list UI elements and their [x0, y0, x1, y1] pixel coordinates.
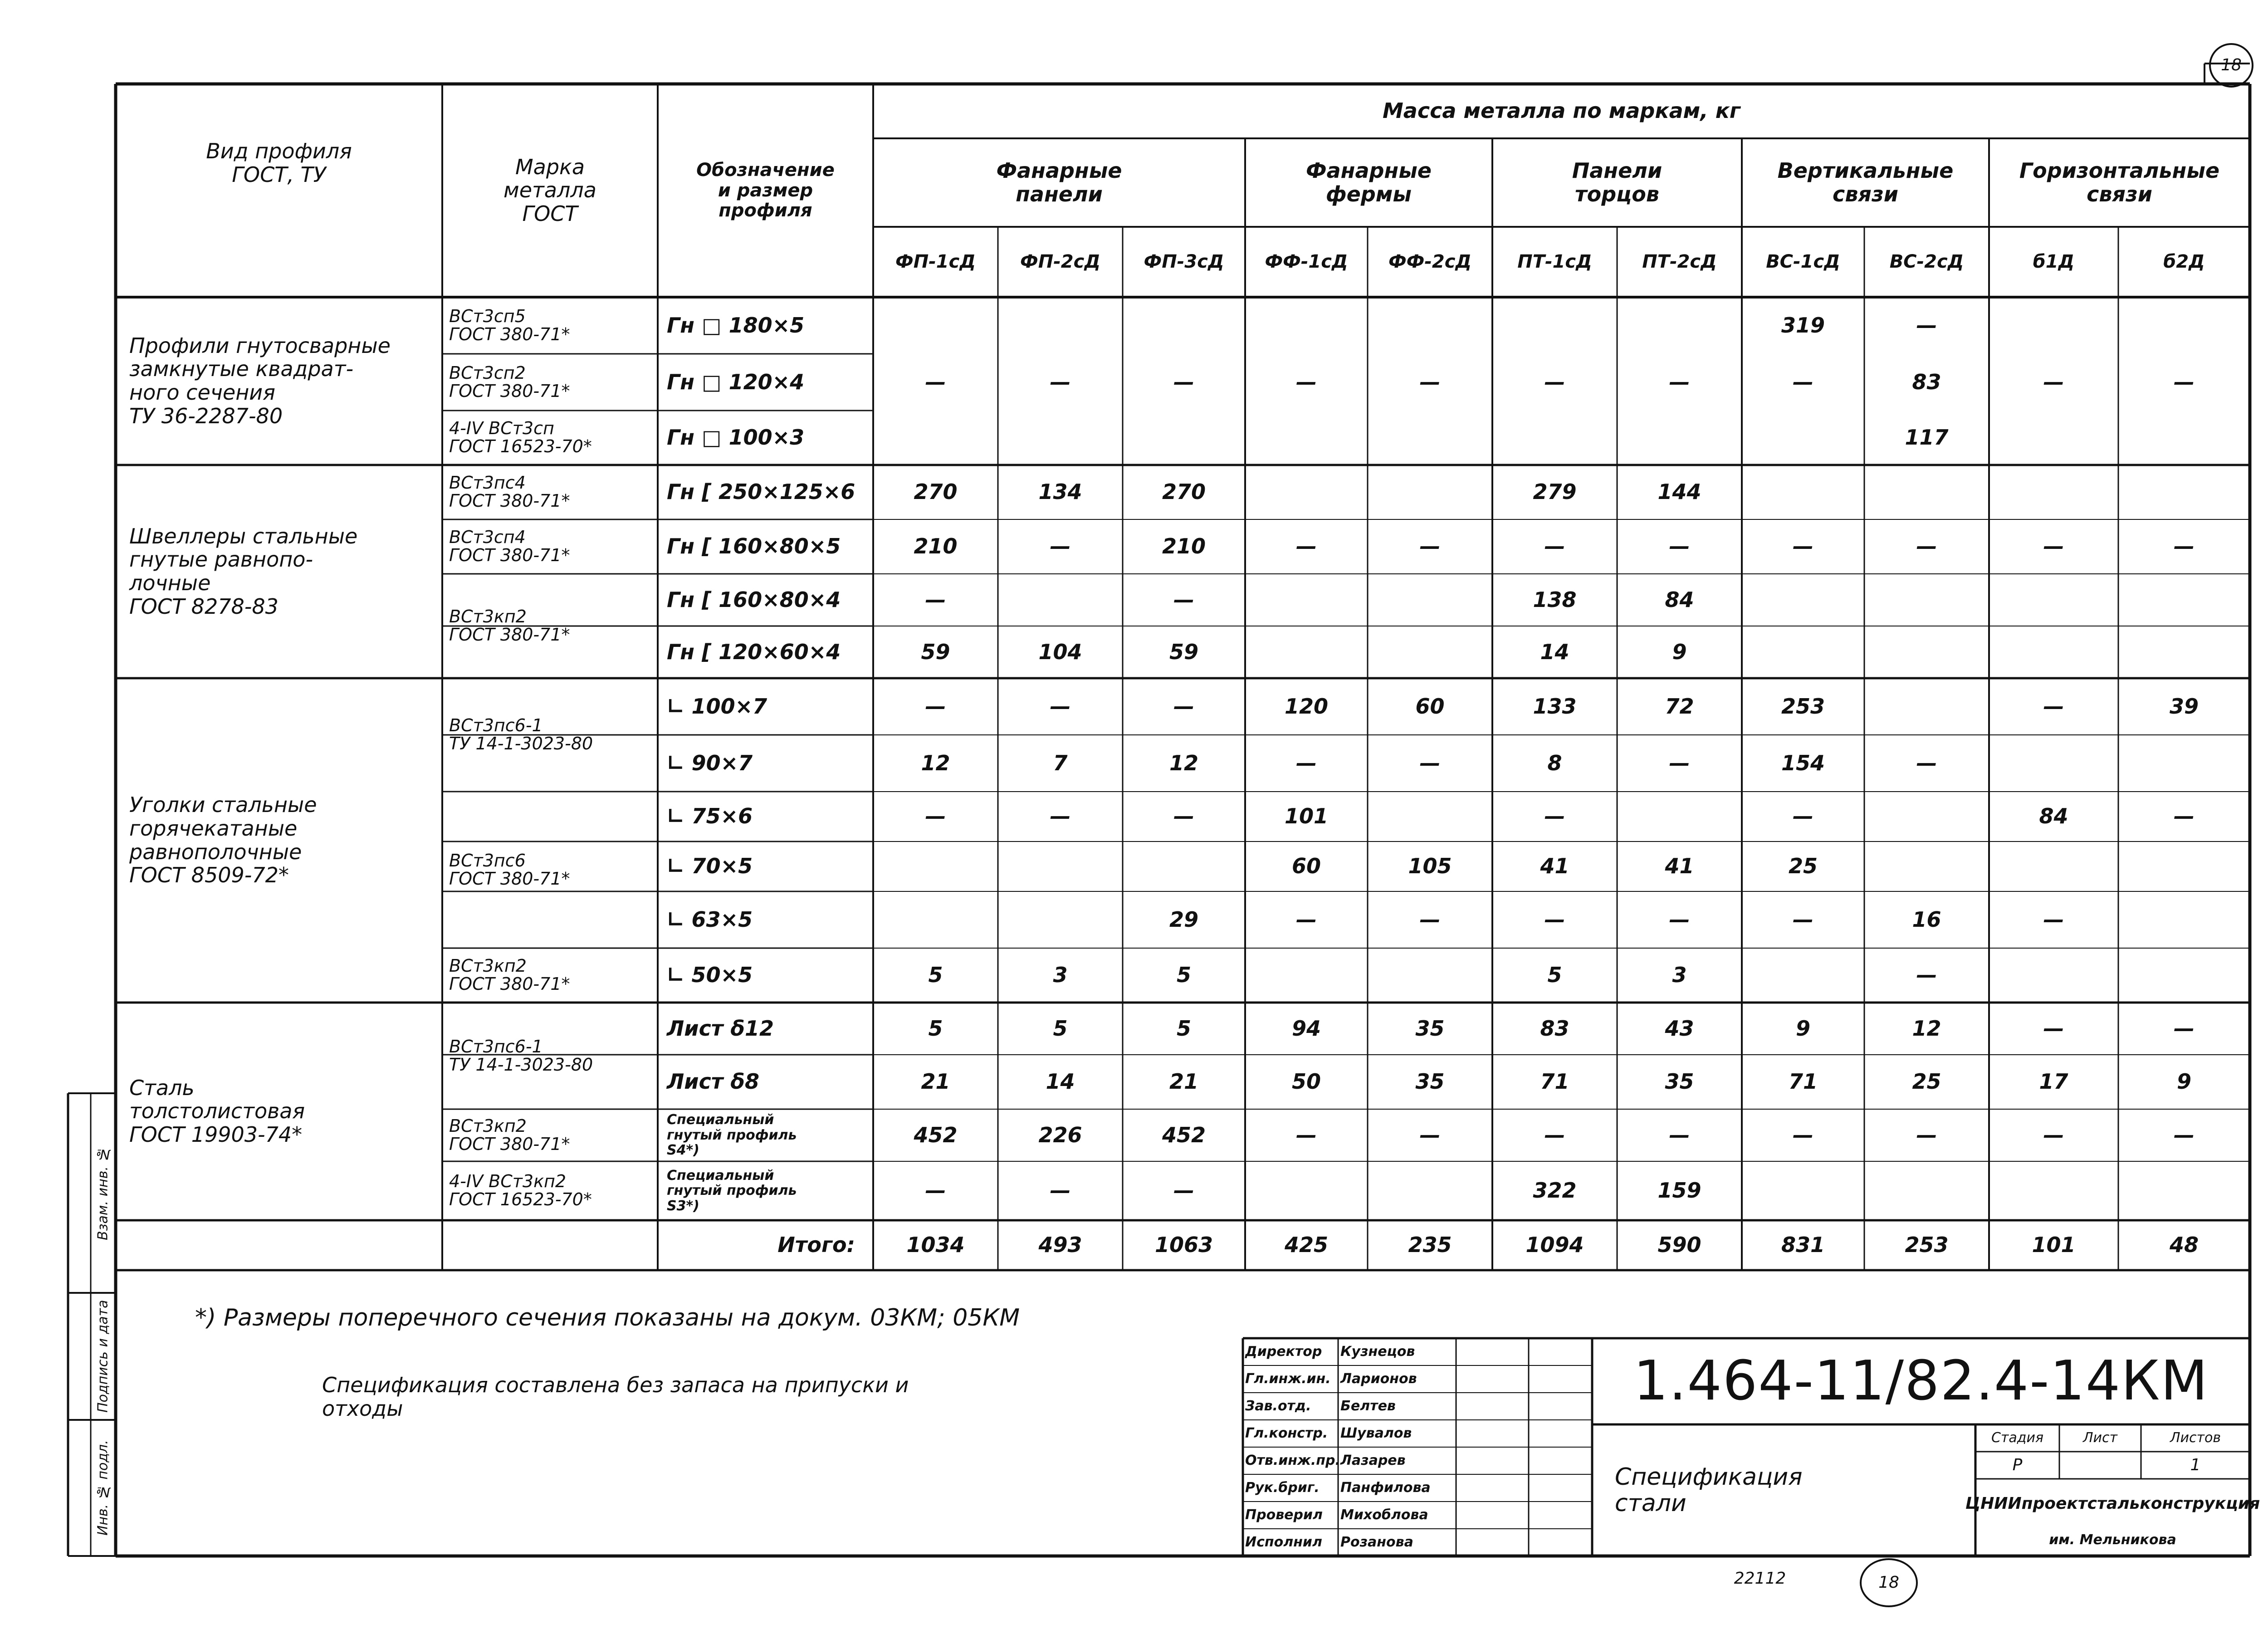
signer-name: Кузнецов — [1340, 1344, 1415, 1360]
side-stamp-label: Инв. № подл. — [95, 1440, 111, 1536]
profile-designation: Гн □ 120×4 — [667, 369, 805, 394]
sheet-label: Лист — [2082, 1430, 2118, 1446]
mass-value: — — [1793, 1122, 1813, 1147]
footnote: *) Размеры поперечного сечения показаны на докум. 03КМ; 05КМ — [195, 1304, 1020, 1331]
mass-value: — — [925, 804, 946, 829]
mark-header: ВС-2сД — [1889, 251, 1964, 273]
mass-value: — — [2043, 534, 2064, 559]
mass-value: 3 — [1053, 963, 1068, 988]
total-value: 253 — [1905, 1233, 1949, 1257]
mass-value: — — [1916, 534, 1937, 559]
mass-value: 3 — [1672, 963, 1687, 988]
group-header: Панели торцов — [1572, 158, 1662, 206]
mass-value: 39 — [2169, 694, 2199, 719]
mass-value: 35 — [1665, 1069, 1694, 1094]
mass-value: — — [1173, 804, 1194, 829]
col-header-designation: Обозначение и размер профиля — [696, 159, 835, 221]
corner-sheet-number: 18 — [2209, 43, 2253, 88]
mass-value: — — [1544, 907, 1565, 932]
steel-grade: 4-IV ВСт3кп2 ГОСТ 16523-70* — [449, 1171, 592, 1209]
profile-designation: Гн □ 100×3 — [667, 425, 805, 450]
steel-grade: ВСт3пс6-1 ТУ 14-1-3023-80 — [449, 715, 593, 753]
mass-value: — — [1793, 369, 1813, 394]
mass-value: 84 — [2039, 804, 2068, 829]
mass-value: 17 — [2039, 1069, 2068, 1094]
mass-value: — — [2043, 1122, 2064, 1147]
total-value: 48 — [2169, 1233, 2199, 1257]
mass-value: — — [1916, 313, 1937, 338]
mass-value: — — [1669, 907, 1690, 932]
mass-value: — — [1916, 750, 1937, 775]
mass-value: — — [925, 369, 946, 394]
group-header: Горизонтальные связи — [2019, 158, 2220, 206]
signer-name: Лазарев — [1340, 1453, 1406, 1469]
mass-value: — — [1419, 907, 1441, 932]
section-name: Сталь толстолистовая ГОСТ 19903-74* — [129, 1075, 305, 1147]
mass-value: — — [1669, 750, 1690, 775]
mass-value: 35 — [1415, 1069, 1445, 1094]
mass-value: — — [1173, 694, 1194, 719]
total-value: 101 — [2032, 1233, 2076, 1257]
signer-role: Зав.отд. — [1245, 1398, 1311, 1414]
steel-grade: ВСт3сп4 ГОСТ 380-71* — [449, 527, 570, 565]
mass-value: 279 — [1533, 479, 1577, 504]
mass-value: 210 — [914, 534, 958, 559]
mass-value: 43 — [1665, 1016, 1694, 1041]
mass-value: 101 — [1284, 804, 1329, 829]
mass-value: 5 — [1547, 963, 1562, 988]
mass-value: 5 — [928, 1016, 943, 1041]
mass-value: — — [1419, 369, 1441, 394]
mass-value: 14 — [1540, 639, 1569, 664]
mass-value: 7 — [1053, 750, 1068, 775]
mass-value: 25 — [1912, 1069, 1941, 1094]
steel-grade: ВСт3сп2 ГОСТ 380-71* — [449, 362, 570, 401]
profile-designation: ∟ 75×6 — [667, 804, 753, 829]
signer-name: Шувалов — [1340, 1425, 1412, 1442]
steel-grade: ВСт3кп2 ГОСТ 380-71* — [449, 956, 570, 994]
mass-value: 71 — [1788, 1069, 1818, 1094]
col-header-profile: Вид профиля ГОСТ, ТУ — [206, 139, 352, 187]
mass-value: — — [2043, 907, 2064, 932]
mass-value: — — [1669, 369, 1690, 394]
profile-designation: ∟ 70×5 — [667, 854, 753, 879]
mass-value: 25 — [1788, 854, 1818, 879]
group-header: Фанарные панели — [996, 158, 1122, 206]
profile-designation: Лист δ12 — [667, 1016, 774, 1041]
mass-value: — — [1173, 587, 1194, 612]
mass-value: — — [1050, 534, 1071, 559]
sheets-label: Листов — [2170, 1430, 2221, 1446]
mass-value: — — [2174, 1016, 2195, 1041]
mass-value: 154 — [1781, 750, 1825, 775]
mass-value: 9 — [1672, 639, 1687, 664]
mass-value: — — [2174, 534, 2195, 559]
mass-value: 59 — [1169, 639, 1198, 664]
signer-role: Исполнил — [1245, 1534, 1322, 1551]
mass-value: — — [2174, 804, 2195, 829]
mass-value: — — [2174, 369, 2195, 394]
mass-value: — — [1296, 750, 1317, 775]
mass-value: 9 — [1795, 1016, 1810, 1041]
mass-value: — — [1544, 804, 1565, 829]
mark-header: ФП-3сД — [1144, 251, 1224, 273]
note-text: Спецификация составлена без запаса на припуски и отходы — [322, 1373, 909, 1421]
steel-grade: ВСт3сп5 ГОСТ 380-71* — [449, 306, 570, 344]
mass-value: — — [925, 694, 946, 719]
total-value: 590 — [1657, 1233, 1701, 1257]
document-code: 1.464-11/82.4-14КМ — [1633, 1349, 2209, 1413]
section-name: Швеллеры стальные гнутые равнопо- лочные ГОСТ 8278-83 — [129, 523, 358, 619]
mass-value: 71 — [1540, 1069, 1569, 1094]
profile-designation: Специальный гнутый профиль S4*) — [667, 1112, 797, 1159]
mass-value: — — [1544, 534, 1565, 559]
organization-name: ЦНИИпроектстальконструкция — [1965, 1494, 2260, 1513]
mass-value: 21 — [1169, 1069, 1198, 1094]
mass-value: 144 — [1657, 479, 1701, 504]
section-name: Уголки стальные горячекатаные равнополочные ГОСТ 8509-72* — [129, 793, 317, 888]
mark-header: б2Д — [2163, 251, 2205, 273]
group-header: Фанарные фермы — [1306, 158, 1432, 206]
signer-name: Михоблова — [1340, 1507, 1428, 1523]
mass-value: 12 — [921, 750, 950, 775]
signer-name: Панфилова — [1340, 1480, 1431, 1496]
mass-value: — — [1419, 1122, 1441, 1147]
mass-value: — — [1916, 1122, 1937, 1147]
side-stamp-label: Подпись и дата — [95, 1300, 111, 1413]
mass-value: — — [1050, 1178, 1071, 1203]
total-value: 1094 — [1525, 1233, 1584, 1257]
mark-header: ПТ-2сД — [1642, 251, 1717, 273]
mass-value: 322 — [1533, 1178, 1577, 1203]
total-value: 1063 — [1154, 1233, 1213, 1257]
steel-grade: ВСт3пс6 ГОСТ 380-71* — [449, 850, 570, 889]
mass-value: 94 — [1291, 1016, 1321, 1041]
mass-value: — — [925, 587, 946, 612]
mass-value: 270 — [1162, 479, 1206, 504]
mass-value: 14 — [1046, 1069, 1075, 1094]
mass-value: — — [1173, 1178, 1194, 1203]
mass-value: 12 — [1169, 750, 1198, 775]
mass-value: 105 — [1408, 854, 1452, 879]
mass-value: 5 — [1053, 1016, 1068, 1041]
mass-value: — — [1916, 963, 1937, 988]
mass-value: 253 — [1781, 694, 1825, 719]
sheets-value: 1 — [2190, 1455, 2201, 1474]
mass-value: 41 — [1665, 854, 1694, 879]
mass-value: 5 — [928, 963, 943, 988]
mass-value: — — [1793, 534, 1813, 559]
mass-value: — — [1050, 369, 1071, 394]
mark-header: ФФ-1сД — [1265, 251, 1348, 273]
profile-designation: ∟ 63×5 — [667, 907, 753, 932]
mark-header: ФП-1сД — [895, 251, 976, 273]
mass-value: — — [1669, 1122, 1690, 1147]
mass-value: 270 — [914, 479, 958, 504]
profile-designation: ∟ 90×7 — [667, 750, 753, 775]
mass-value: 226 — [1038, 1122, 1082, 1147]
mass-value: 59 — [921, 639, 950, 664]
stage-value: Р — [2012, 1455, 2023, 1474]
signer-name: Ларионов — [1340, 1371, 1417, 1387]
mass-value: — — [1544, 1122, 1565, 1147]
mass-value: 319 — [1781, 313, 1825, 338]
mass-value: 138 — [1533, 587, 1577, 612]
steel-grade: ВСт3кп2 ГОСТ 380-71* — [449, 607, 570, 645]
mass-value: 50 — [1291, 1069, 1321, 1094]
mass-value: 452 — [914, 1122, 958, 1147]
side-stamp-label: Взам. инв. № — [95, 1146, 111, 1240]
mass-value: — — [1419, 534, 1441, 559]
mass-value: 84 — [1665, 587, 1694, 612]
mark-header: ФФ-2сД — [1388, 251, 1472, 273]
mass-value: 12 — [1912, 1016, 1941, 1041]
profile-designation: Гн [ 250×125×6 — [667, 479, 855, 504]
group-header: Вертикальные связи — [1777, 158, 1954, 206]
profile-designation: ∟ 50×5 — [667, 963, 753, 988]
profile-designation: Гн □ 180×5 — [667, 313, 805, 338]
signer-role: Директор — [1245, 1344, 1322, 1360]
bottom-circled-number: 18 — [1860, 1558, 1918, 1607]
mass-value: — — [925, 1178, 946, 1203]
mass-value: 133 — [1533, 694, 1577, 719]
mass-value: 9 — [2176, 1069, 2191, 1094]
signer-role: Рук.бриг. — [1245, 1480, 1320, 1496]
document-title: Спецификация стали — [1615, 1463, 1803, 1517]
mass-value: 41 — [1540, 854, 1569, 879]
mass-value: 16 — [1912, 907, 1941, 932]
mass-value: — — [1793, 804, 1813, 829]
mass-value: 35 — [1415, 1016, 1445, 1041]
organization-subtitle: им. Мельникова — [2049, 1532, 2176, 1548]
signer-role: Гл.инж.ин. — [1245, 1371, 1331, 1387]
mass-value: — — [1296, 534, 1317, 559]
profile-designation: Гн [ 120×60×4 — [667, 639, 841, 664]
total-value: 425 — [1284, 1233, 1329, 1257]
mark-header: ВС-1сД — [1766, 251, 1840, 273]
mass-value: — — [2174, 1122, 2195, 1147]
mass-value: 104 — [1038, 639, 1082, 664]
steel-grade: ВСт3пс6-1 ТУ 14-1-3023-80 — [449, 1036, 593, 1075]
mass-value: 134 — [1038, 479, 1082, 504]
mass-value: 120 — [1284, 694, 1329, 719]
mass-value: — — [1296, 1122, 1317, 1147]
section-name: Профили гнутосварные замкнутые квадрат- ного сечения ТУ 36-2287-80 — [129, 333, 391, 428]
mass-value: — — [1669, 534, 1690, 559]
mass-value: 8 — [1547, 750, 1562, 775]
total-value: 493 — [1038, 1233, 1082, 1257]
mass-value: 5 — [1176, 1016, 1191, 1041]
mass-value: — — [1793, 907, 1813, 932]
mass-value: 210 — [1162, 534, 1206, 559]
signer-role: Проверил — [1245, 1507, 1323, 1523]
signer-role: Отв.инж.пр. — [1245, 1453, 1340, 1469]
steel-grade: 4-IV ВСт3сп ГОСТ 16523-70* — [449, 418, 592, 456]
mass-value: 83 — [1540, 1016, 1569, 1041]
mass-value: — — [1419, 750, 1441, 775]
profile-designation: Лист δ8 — [667, 1069, 759, 1094]
profile-designation: Специальный гнутый профиль S3*) — [667, 1167, 797, 1214]
mass-value: — — [1296, 369, 1317, 394]
mark-header: ПТ-1сД — [1517, 251, 1592, 273]
mass-value: — — [1050, 694, 1071, 719]
total-value: 235 — [1408, 1233, 1452, 1257]
mass-value: — — [2043, 694, 2064, 719]
mass-value: 452 — [1162, 1122, 1206, 1147]
mass-value: 5 — [1176, 963, 1191, 988]
signer-name: Белтев — [1340, 1398, 1396, 1414]
col-header-grade: Марка металла ГОСТ — [503, 154, 596, 226]
steel-grade: ВСт3пс4 ГОСТ 380-71* — [449, 473, 570, 511]
profile-designation: Гн [ 160×80×4 — [667, 587, 841, 612]
profile-designation: ∟ 100×7 — [667, 694, 767, 719]
signer-role: Гл.констр. — [1245, 1425, 1328, 1442]
mass-value: 60 — [1415, 694, 1445, 719]
mass-value: 83 — [1912, 369, 1941, 394]
mass-value: 60 — [1291, 854, 1321, 879]
mass-value: — — [1296, 907, 1317, 932]
mass-value: 117 — [1905, 425, 1949, 450]
bottom-number: 22112 — [1734, 1569, 1786, 1588]
signer-name: Розанова — [1340, 1534, 1413, 1551]
mass-value: 21 — [921, 1069, 950, 1094]
mark-header: б1Д — [2033, 251, 2075, 273]
mass-value: — — [1173, 369, 1194, 394]
stage-label: Стадия — [1991, 1430, 2044, 1446]
mass-value: 72 — [1665, 694, 1694, 719]
mass-value: — — [1544, 369, 1565, 394]
mass-header-title: Масса металла по маркам, кг — [1383, 98, 1740, 123]
total-value: 831 — [1781, 1233, 1825, 1257]
mass-value: — — [1050, 804, 1071, 829]
mass-value: 29 — [1169, 907, 1198, 932]
mass-value: — — [2043, 369, 2064, 394]
profile-designation: Гн [ 160×80×5 — [667, 534, 841, 559]
mass-value: 159 — [1657, 1178, 1701, 1203]
mark-header: ФП-2сД — [1020, 251, 1100, 273]
mass-value: — — [2043, 1016, 2064, 1041]
total-value: 1034 — [906, 1233, 965, 1257]
steel-grade: ВСт3кп2 ГОСТ 380-71* — [449, 1115, 570, 1154]
totals-label: Итого: — [777, 1233, 855, 1257]
